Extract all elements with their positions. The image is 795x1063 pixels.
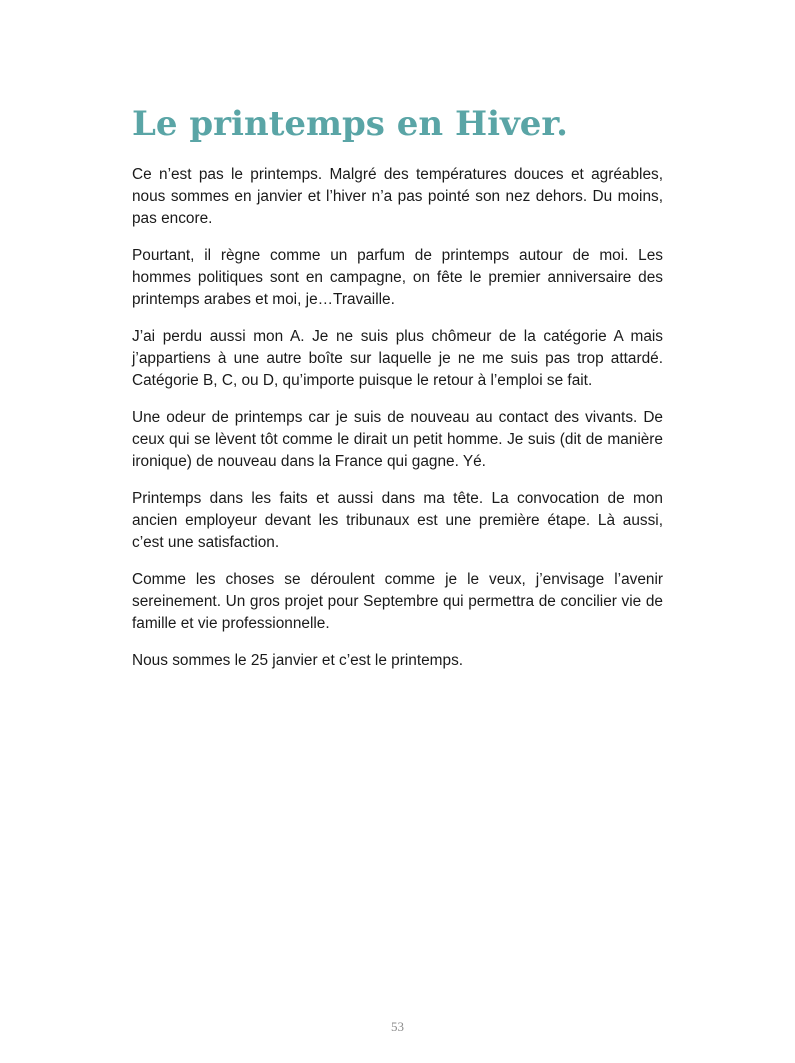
page-number: 53	[391, 1019, 404, 1034]
paragraph-5: Printemps dans les faits et aussi dans ma tête. La convocation de mon ancien employeur devant les tribunaux est une première étape. Là aussi, c’est une satisfaction.	[132, 490, 663, 551]
paragraph-3: J’ai perdu aussi mon A. Je ne suis plus chômeur de la catégorie A mais j’appartiens à une autre boîte sur laquelle je ne me suis pas trop attardé. Catégorie B, C, ou D, qu’importe puisque le retour à l’emploi se fait.	[132, 328, 663, 389]
paragraph-1: Ce n’est pas le printemps. Malgré des températures douces et agréables, nous sommes en janvier et l’hiver n’a pas pointé son nez dehors. Du moins, pas encore.	[132, 166, 663, 227]
paragraph-4: Une odeur de printemps car je suis de nouveau au contact des vivants. De ceux qui se lèvent tôt comme le dirait un petit homme. Je suis (dit de manière ironique) de nouveau dans la France qui gagne. Yé.	[132, 409, 663, 470]
paragraph-2: Pourtant, il règne comme un parfum de printemps autour de moi. Les hommes politiques sont en campagne, on fête le premier anniversaire des printemps arabes et moi, je…Travaille.	[132, 247, 663, 308]
paragraph-6: Comme les choses se déroulent comme je le veux, j’envisage l’avenir sereinement. Un gros projet pour Septembre qui permettra de concilier vie de famille et vie professionnelle.	[132, 571, 663, 632]
paragraph-7: Nous sommes le 25 janvier et c’est le printemps.	[132, 652, 464, 669]
page-title: Le printemps en Hiver.	[132, 104, 569, 144]
article-body	[132, 164, 663, 687]
